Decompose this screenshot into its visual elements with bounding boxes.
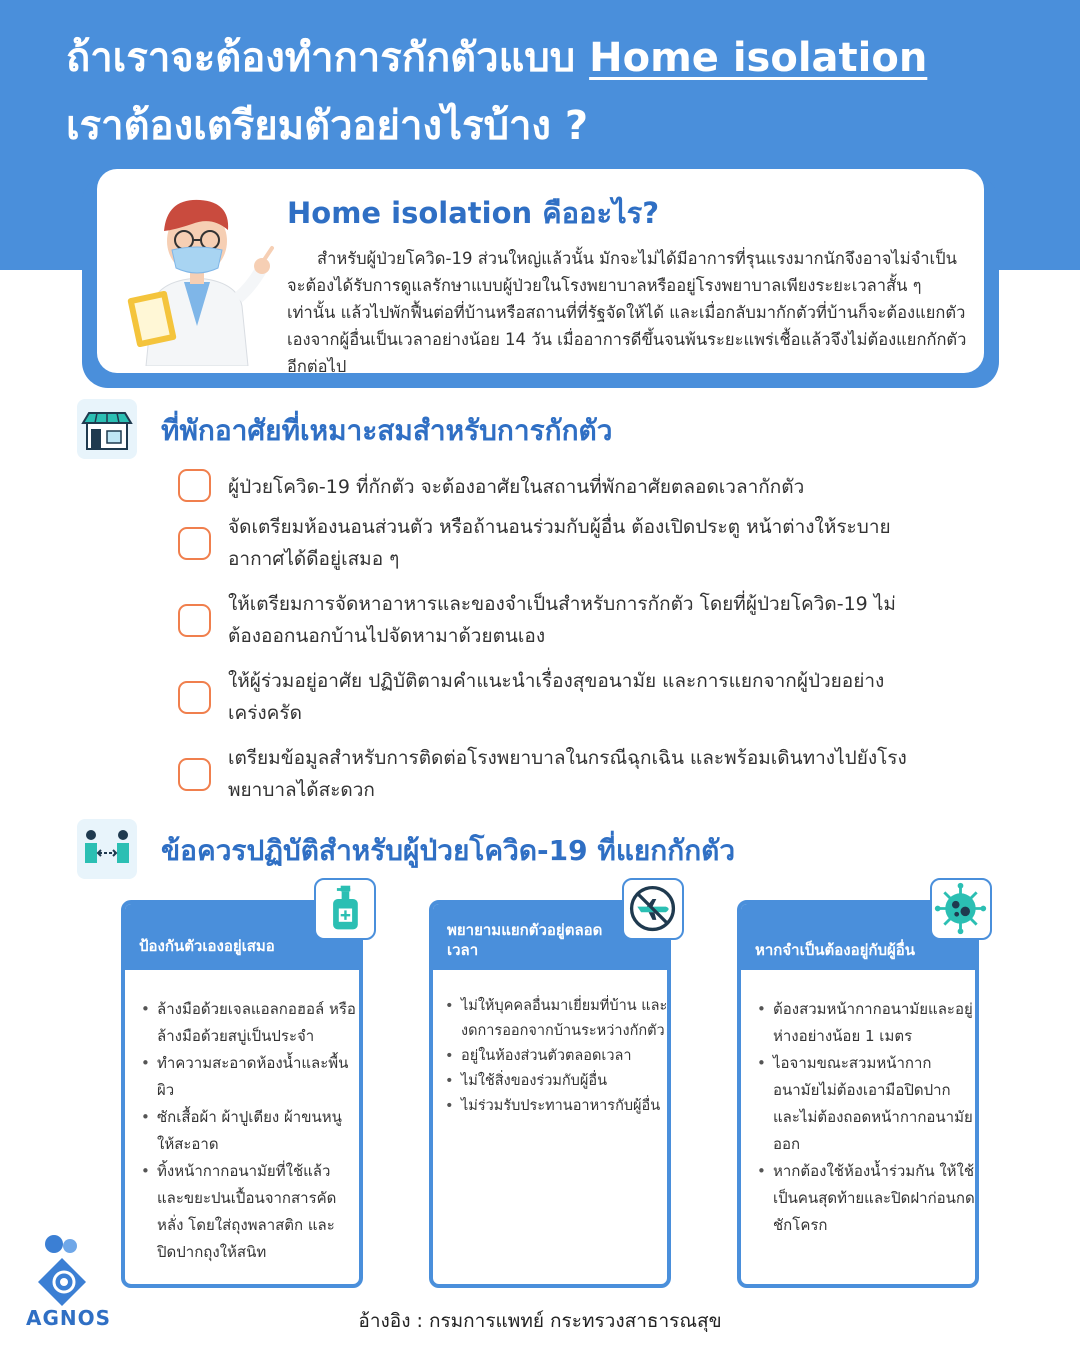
list-item: • ไม่ใช้สิ่งของร่วมกับผู้อื่น [443,1069,671,1094]
list-item: • ต้องสวมหน้ากากอนามัยและอยู่ห่างอย่างน้อย 1 เมตร [755,996,977,1050]
checkbox[interactable] [178,758,211,791]
no-travel-icon [622,878,684,940]
list-item: • หากต้องใช้ห้องน้ำร่วมกัน ให้ใช้เป็นคนสุดท้ายและปิดฝาก่อนกดชักโครก [755,1158,977,1239]
house-icon [77,399,137,459]
guideline-card-others [737,900,979,1288]
card-title: พยายามแยกตัวอยู่ตลอดเวลา [447,921,603,959]
card-list [443,994,671,1119]
virus-icon [930,878,992,940]
list-item: • ซักเสื้อผ้า ผ้าปูเตียง ผ้าขนหนู ให้สะอาด [139,1104,361,1158]
list-item: • ไอจามขณะสวมหน้ากากอนามัยไม่ต้องเอามือปิดปาก และไม่ต้องถอดหน้ากากอนามัยออก [755,1050,977,1158]
checkbox[interactable] [178,681,211,714]
section-title-housing: ที่พักอาศัยที่เหมาะสมสำหรับการกักตัว [161,414,613,447]
checklist-text: จัดเตรียมห้องนอนส่วนตัว หรือถ้านอนร่วมกับผู้อื่น ต้องเปิดประตู หน้าต่างให้ระบายอากาศได้ดีอยู่เสมอ ๆ [228,516,891,570]
title-line1-prefix: ถ้าเราจะต้องทำการกักตัวแบบ [66,35,576,81]
hand-sanitizer-icon [314,878,376,940]
list-item: • ทิ้งหน้ากากอนามัยที่ใช้แล้ว และขยะปนเปื้อนจากสารคัดหลั่ง โดยใส่ถุงพลาสติก และปิดปากถุงให้สนิท [139,1158,361,1266]
list-item: • ไม่ร่วมรับประทานอาหารกับผู้อื่น [443,1094,671,1119]
checklist-text: ผู้ป่วยโควิด-19 ที่กักตัว จะต้องอาศัยในสถานที่พักอาศัยตลอดเวลากักตัว [228,476,805,498]
card-body [737,900,979,1288]
social-distance-icon [77,819,137,879]
title-line1-highlight: Home isolation [589,35,928,81]
title-line2: เราต้องเตรียมตัวอย่างไรบ้าง ? [66,103,589,149]
doctor-illustration-icon [112,186,282,366]
intro-text: สำหรับผู้ป่วยโควิด-19 ส่วนใหญ่แล้วนั้น มักจะไม่ได้มีอาการที่รุนแรงมากนักจึงอาจไม่จำเป็นจะต้องได้รับการดูแลรักษาแบบผู้ป่วยในโรงพยาบาลหรืออยู่โรงพยาบาลเพียงระยะเวลาสั้น ๆ เท่านั้น แล้วไปพักฟื้นต่อที่บ้านหรือสถานที่ที่รัฐจัดให้ได้ และเมื่อกลับมากักตัวที่บ้านก็จะต้องแยกตัวเองจากผู้อื่นเป็นเวลาอย่างน้อย 14 วัน เมื่ออาการดีขึ้นจนพ้นระยะแพร่เชื้อแล้วจึงไม่ต้องแยกกักตัวอีกต่อไป [287,249,967,376]
brand-name: AGNOS [26,1306,112,1330]
list-item: • ไม่ให้บุคคลอื่นมาเยี่ยมที่บ้าน และงดการออกจากบ้านระหว่างกักตัว [443,994,671,1044]
checkbox[interactable] [178,527,211,560]
checklist-item [178,665,938,735]
list-item: • ทำความสะอาดห้องน้ำและพื้นผิว [139,1050,361,1104]
list-item: • ล้างมือด้วยเจลแอลกอฮอล์ หรือล้างมือด้วยสบู่เป็นประจำ [139,996,361,1050]
card-list [755,996,977,1239]
section-title-guidelines: ข้อควรปฏิบัติสำหรับผู้ป่วยโควิด-19 ที่แยกกักตัว [161,834,736,867]
checklist-text: ให้ผู้ร่วมอยู่อาศัย ปฏิบัติตามคำแนะนำเรื่องสุขอนามัย และการแยกจากผู้ป่วยอย่างเคร่งครัด [228,670,885,724]
guideline-card-isolate [429,900,671,1288]
card-body [121,900,363,1288]
checklist-text: เตรียมข้อมูลสำหรับการติดต่อโรงพยาบาลในกรณีฉุกเฉิน และพร้อมเดินทางไปยังโรงพยาบาลได้สะดวก [228,747,907,801]
checkbox[interactable] [178,604,211,637]
checklist-item [178,742,938,812]
card-list [139,996,361,1266]
card-title: ป้องกันตัวเองอยู่เสมอ [139,937,275,955]
card-body [429,900,671,1288]
checklist-item [178,588,938,658]
list-item: • อยู่ในห้องส่วนตัวตลอดเวลา [443,1044,671,1069]
checklist-text: ให้เตรียมการจัดหาอาหารและของจำเป็นสำหรับการกักตัว โดยที่ผู้ป่วยโควิด-19 ไม่ต้องออกนอกบ้านไปจัดหามาด้วยตนเอง [228,593,896,647]
checklist-item [178,511,938,581]
reference-text: อ้างอิง : กรมการแพทย์ กระทรวงสาธารณสุข [358,1310,722,1332]
guideline-card-protect [121,900,363,1288]
checkbox[interactable] [178,469,211,502]
intro-title: Home isolation คืออะไร? [287,196,660,230]
page-title [66,24,1056,160]
card-title: หากจำเป็นต้องอยู่กับผู้อื่น [755,941,916,959]
